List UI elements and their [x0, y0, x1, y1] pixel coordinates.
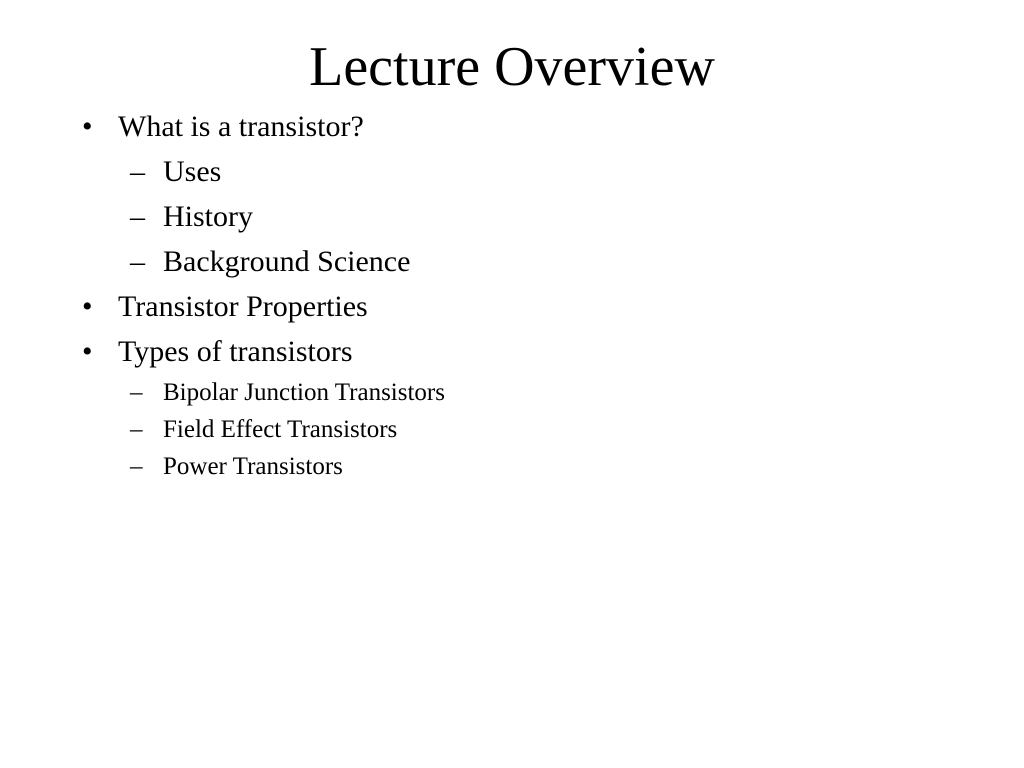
dash-marker: – [130, 245, 145, 278]
slide-title: Lecture Overview [309, 36, 715, 98]
sub-bullet-text: History [163, 200, 253, 233]
sub-bullet-item-power-transistors [130, 453, 343, 480]
sub-bullet-item-field-effect-transistors [130, 416, 398, 443]
sub-bullet-text: Field Effect Transistors [163, 416, 398, 443]
dash-marker: – [130, 416, 143, 443]
dash-marker: – [130, 453, 143, 480]
sub-bullet-text: Uses [163, 155, 222, 188]
bullet-text: What is a transistor? [118, 110, 364, 143]
sub-bullet-text: Background Science [163, 245, 411, 278]
sub-bullet-item-bipolar-junction-transistors [130, 379, 445, 406]
bullet-text: Transistor Properties [118, 290, 368, 323]
bullet-marker: • [82, 290, 93, 323]
bullet-item-what-is-a-transistor [82, 110, 364, 143]
sub-bullet-text: Bipolar Junction Transistors [163, 379, 445, 406]
dash-marker: – [130, 379, 143, 406]
bullet-item-types-of-transistors [82, 335, 353, 368]
sub-bullet-item-history [130, 200, 253, 233]
sub-bullet-item-uses [130, 155, 222, 188]
bullet-marker: • [82, 335, 93, 368]
bullet-item-transistor-properties [82, 290, 368, 323]
bullet-marker: • [82, 110, 93, 143]
bullet-text: Types of transistors [118, 335, 353, 368]
dash-marker: – [130, 155, 145, 188]
sub-bullet-item-background-science [130, 245, 411, 278]
dash-marker: – [130, 200, 145, 233]
sub-bullet-text: Power Transistors [163, 453, 343, 480]
